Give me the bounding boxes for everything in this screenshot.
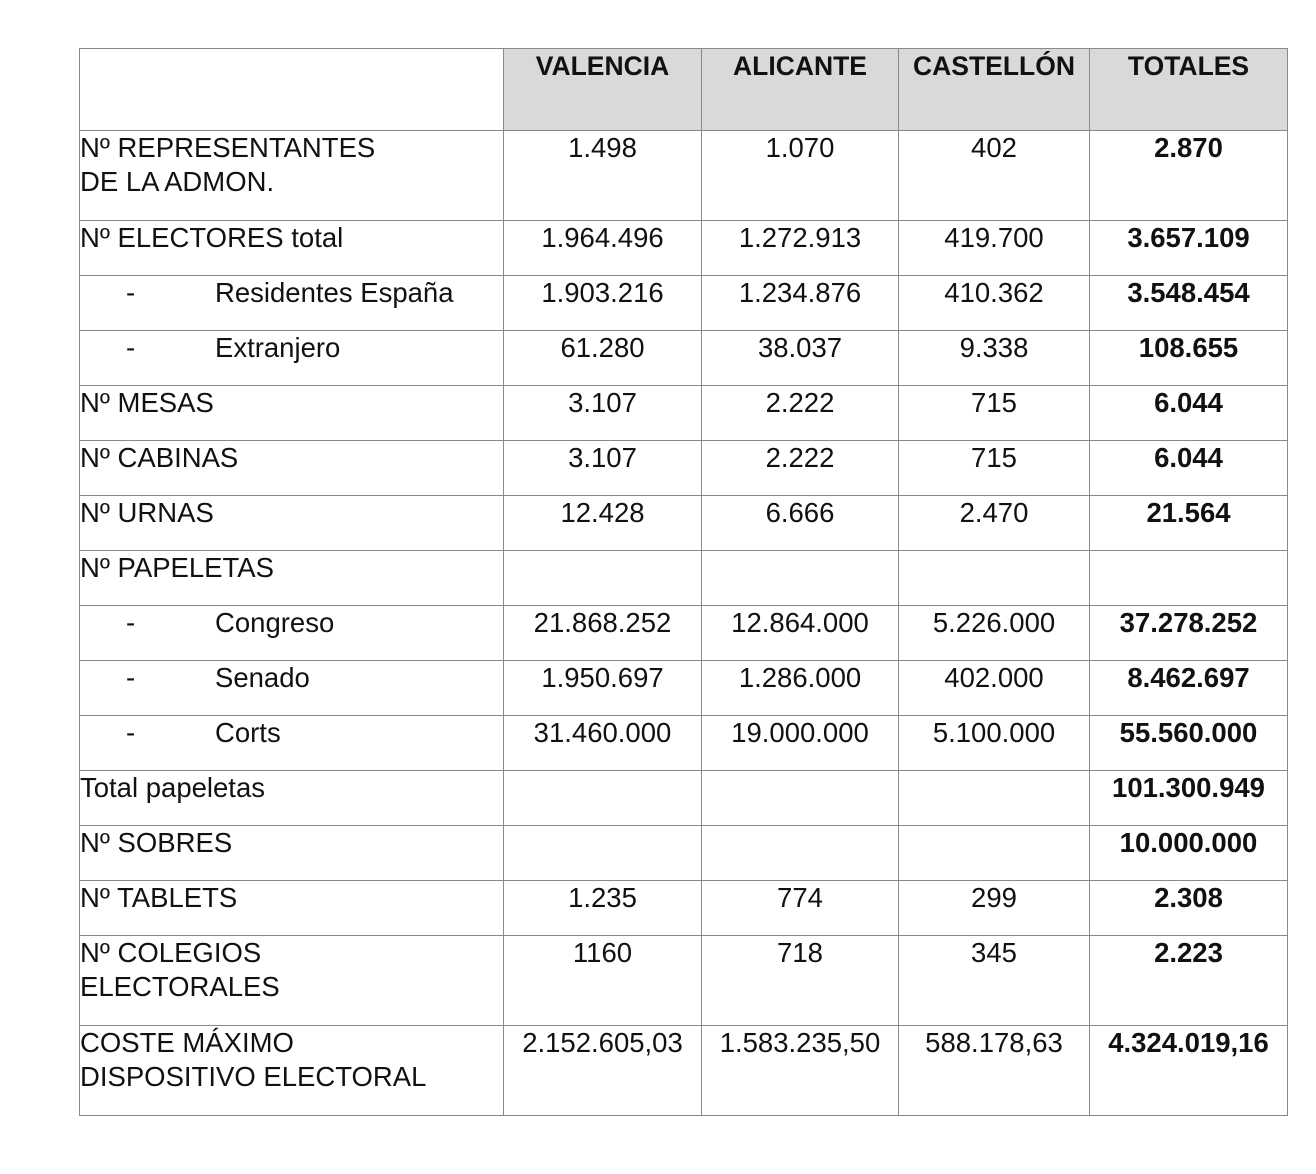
cell-total: 2.308 xyxy=(1090,881,1288,936)
table-row xyxy=(80,331,1288,386)
cell-castellon: 5.226.000 xyxy=(899,606,1090,661)
cell-valencia xyxy=(504,551,702,606)
sub-item-dash: - xyxy=(126,607,136,638)
cell-valencia: 1.950.697 xyxy=(504,661,702,716)
row-label-line: Nº COLEGIOS xyxy=(80,937,262,968)
header-totales: TOTALES xyxy=(1090,49,1288,131)
table-row xyxy=(80,826,1288,881)
cell-alicante: 1.070 xyxy=(702,131,899,221)
sub-item-dash: - xyxy=(126,717,136,748)
table-row xyxy=(80,716,1288,771)
cell-castellon: 402.000 xyxy=(899,661,1090,716)
row-label-text: Senado xyxy=(215,662,310,693)
cell-castellon xyxy=(899,771,1090,826)
sub-item-dash: - xyxy=(126,277,136,308)
cell-valencia: 12.428 xyxy=(504,496,702,551)
cell-valencia: 61.280 xyxy=(504,331,702,386)
cell-total: 2.223 xyxy=(1090,936,1288,1026)
cell-castellon: 299 xyxy=(899,881,1090,936)
cell-castellon: 419.700 xyxy=(899,221,1090,276)
table-row xyxy=(80,551,1288,606)
row-label-text: Corts xyxy=(215,717,281,748)
cell-total: 3.548.454 xyxy=(1090,276,1288,331)
row-label xyxy=(80,661,504,716)
cell-total xyxy=(1090,551,1288,606)
row-label: Total papeletas xyxy=(80,771,504,826)
sub-item-dash: - xyxy=(126,332,136,363)
cell-castellon: 5.100.000 xyxy=(899,716,1090,771)
cell-valencia: 31.460.000 xyxy=(504,716,702,771)
cell-alicante: 38.037 xyxy=(702,331,899,386)
row-label: Nº URNAS xyxy=(80,496,504,551)
row-label: Nº CABINAS xyxy=(80,441,504,496)
cell-valencia: 21.868.252 xyxy=(504,606,702,661)
row-label xyxy=(80,331,504,386)
table-row xyxy=(80,221,1288,276)
cell-total: 21.564 xyxy=(1090,496,1288,551)
header-castellon: CASTELLÓN xyxy=(899,49,1090,131)
cell-alicante xyxy=(702,551,899,606)
cell-castellon: 588.178,63 xyxy=(899,1026,1090,1116)
cell-castellon: 2.470 xyxy=(899,496,1090,551)
cell-alicante: 12.864.000 xyxy=(702,606,899,661)
row-label xyxy=(80,606,504,661)
table-row xyxy=(80,496,1288,551)
table-row xyxy=(80,441,1288,496)
cell-total: 3.657.109 xyxy=(1090,221,1288,276)
row-label: Nº TABLETS xyxy=(80,881,504,936)
cell-castellon: 345 xyxy=(899,936,1090,1026)
cell-total: 37.278.252 xyxy=(1090,606,1288,661)
cell-castellon: 9.338 xyxy=(899,331,1090,386)
row-label xyxy=(80,1026,504,1116)
row-label: Nº SOBRES xyxy=(80,826,504,881)
cell-valencia: 1.964.496 xyxy=(504,221,702,276)
cell-valencia xyxy=(504,826,702,881)
cell-alicante: 2.222 xyxy=(702,386,899,441)
cell-alicante: 1.583.235,50 xyxy=(702,1026,899,1116)
cell-total: 8.462.697 xyxy=(1090,661,1288,716)
row-label-text: Extranjero xyxy=(215,332,341,363)
row-label xyxy=(80,131,504,221)
header-alicante: ALICANTE xyxy=(702,49,899,131)
row-label-line: DE LA ADMON. xyxy=(80,166,275,197)
row-label-text: Residentes España xyxy=(215,277,454,308)
row-label-text: Congreso xyxy=(215,607,335,638)
cell-valencia: 3.107 xyxy=(504,441,702,496)
cell-alicante: 1.272.913 xyxy=(702,221,899,276)
table-row xyxy=(80,606,1288,661)
row-label xyxy=(80,716,504,771)
cell-castellon xyxy=(899,551,1090,606)
cell-castellon: 715 xyxy=(899,386,1090,441)
row-label: Nº PAPELETAS xyxy=(80,551,504,606)
cell-alicante xyxy=(702,771,899,826)
cell-alicante: 774 xyxy=(702,881,899,936)
header-corner xyxy=(80,49,504,131)
cell-alicante xyxy=(702,826,899,881)
cell-total: 4.324.019,16 xyxy=(1090,1026,1288,1116)
cell-valencia: 2.152.605,03 xyxy=(504,1026,702,1116)
sub-item-dash: - xyxy=(126,662,136,693)
row-label xyxy=(80,276,504,331)
cell-total: 2.870 xyxy=(1090,131,1288,221)
row-label-line: DISPOSITIVO ELECTORAL xyxy=(80,1061,427,1092)
cell-total: 6.044 xyxy=(1090,441,1288,496)
header-row xyxy=(80,49,1288,131)
electoral-resources-table xyxy=(79,48,1288,1116)
cell-alicante: 2.222 xyxy=(702,441,899,496)
cell-castellon xyxy=(899,826,1090,881)
cell-alicante: 19.000.000 xyxy=(702,716,899,771)
table-row xyxy=(80,386,1288,441)
row-label xyxy=(80,936,504,1026)
cell-alicante: 6.666 xyxy=(702,496,899,551)
cell-alicante: 1.286.000 xyxy=(702,661,899,716)
row-label-line: Nº REPRESENTANTES xyxy=(80,132,376,163)
row-label: Nº ELECTORES total xyxy=(80,221,504,276)
cell-total: 108.655 xyxy=(1090,331,1288,386)
row-label-line: COSTE MÁXIMO xyxy=(80,1027,294,1058)
table-row xyxy=(80,131,1288,221)
table-row xyxy=(80,771,1288,826)
cell-alicante: 1.234.876 xyxy=(702,276,899,331)
header-valencia: VALENCIA xyxy=(504,49,702,131)
cell-total: 101.300.949 xyxy=(1090,771,1288,826)
cell-valencia: 1.498 xyxy=(504,131,702,221)
cell-total: 55.560.000 xyxy=(1090,716,1288,771)
cell-valencia xyxy=(504,771,702,826)
cell-castellon: 402 xyxy=(899,131,1090,221)
cell-castellon: 715 xyxy=(899,441,1090,496)
cell-valencia: 1160 xyxy=(504,936,702,1026)
table-row xyxy=(80,936,1288,1026)
table-row xyxy=(80,661,1288,716)
row-label-line: ELECTORALES xyxy=(80,971,280,1002)
table-row xyxy=(80,881,1288,936)
table-row xyxy=(80,1026,1288,1116)
cell-valencia: 1.235 xyxy=(504,881,702,936)
cell-total: 6.044 xyxy=(1090,386,1288,441)
table-row xyxy=(80,276,1288,331)
row-label: Nº MESAS xyxy=(80,386,504,441)
cell-castellon: 410.362 xyxy=(899,276,1090,331)
cell-valencia: 3.107 xyxy=(504,386,702,441)
cell-valencia: 1.903.216 xyxy=(504,276,702,331)
cell-total: 10.000.000 xyxy=(1090,826,1288,881)
cell-alicante: 718 xyxy=(702,936,899,1026)
